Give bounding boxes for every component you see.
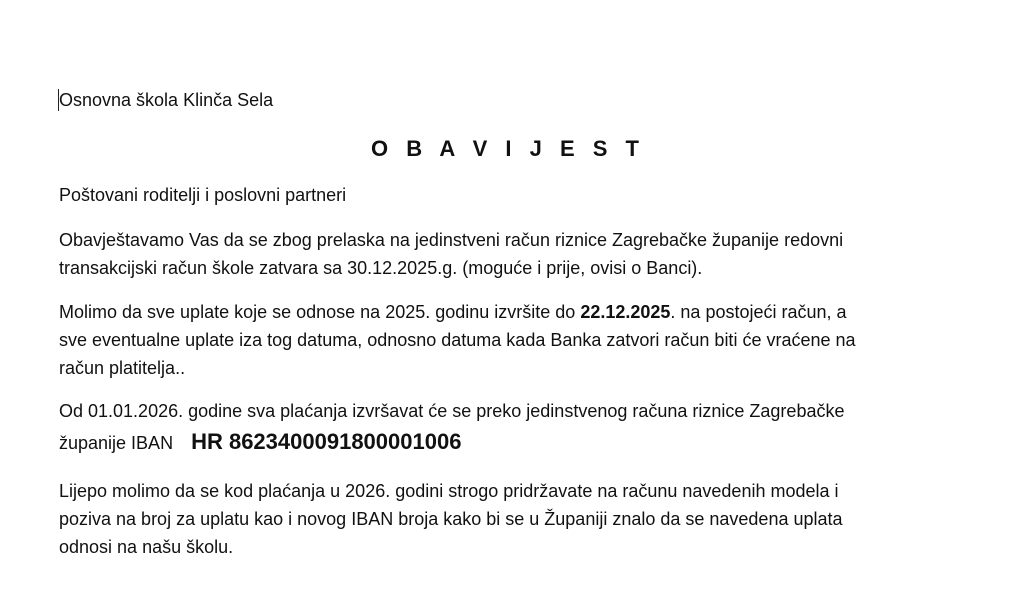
deadline-date: 22.12.2025 [580,302,671,322]
greeting: Poštovani roditelji i poslovni partneri [59,185,347,205]
school-name: Osnovna škola Klinča Sela [59,90,274,110]
paragraph-4-line-3: odnosi na našu školu. [59,537,234,557]
document-title: O B A V I J E S T [371,136,645,161]
paragraph-3-line-1: Od 01.01.2026. godine sva plaćanja izvršavat će se preko jedinstvenog računa riznice Zagrebačke [59,401,845,421]
paragraph-1-line-1: Obavještavamo Vas da se zbog prelaska na jedinstveni račun riznice Zagrebačke županije redovni [59,230,844,250]
iban-label: županije IBAN [59,433,174,453]
paragraph-2-line-2: sve eventualne uplate iza tog datuma, odnosno datuma kada Banka zatvori račun biti će vraćene na [59,330,856,350]
paragraph-4-line-1: Lijepo molimo da se kod plaćanja u 2026. godini strogo pridržavate na računu navedenih modela i [59,481,839,501]
paragraph-1-line-2: transakcijski račun škole zatvara sa 30.12.2025.g. (moguće i prije, ovisi o Banci). [59,258,703,278]
paragraph-2-line-3: račun platitelja.. [59,358,186,378]
paragraph-4-line-2: poziva na broj za uplatu kao i novog IBAN broja kako bi se u Županiji znalo da se navedena uplata [59,509,843,529]
paragraph-2-text-b: . na postojeći račun, a [670,302,847,322]
paragraph-2-line-1 [59,301,847,323]
paragraph-2-text-a: Molimo da sve uplate koje se odnose na 2025. godinu izvršite do [59,302,581,322]
paragraph-3-line-2 [59,431,461,454]
iban-number: HR 8623400091800001006 [191,429,462,454]
